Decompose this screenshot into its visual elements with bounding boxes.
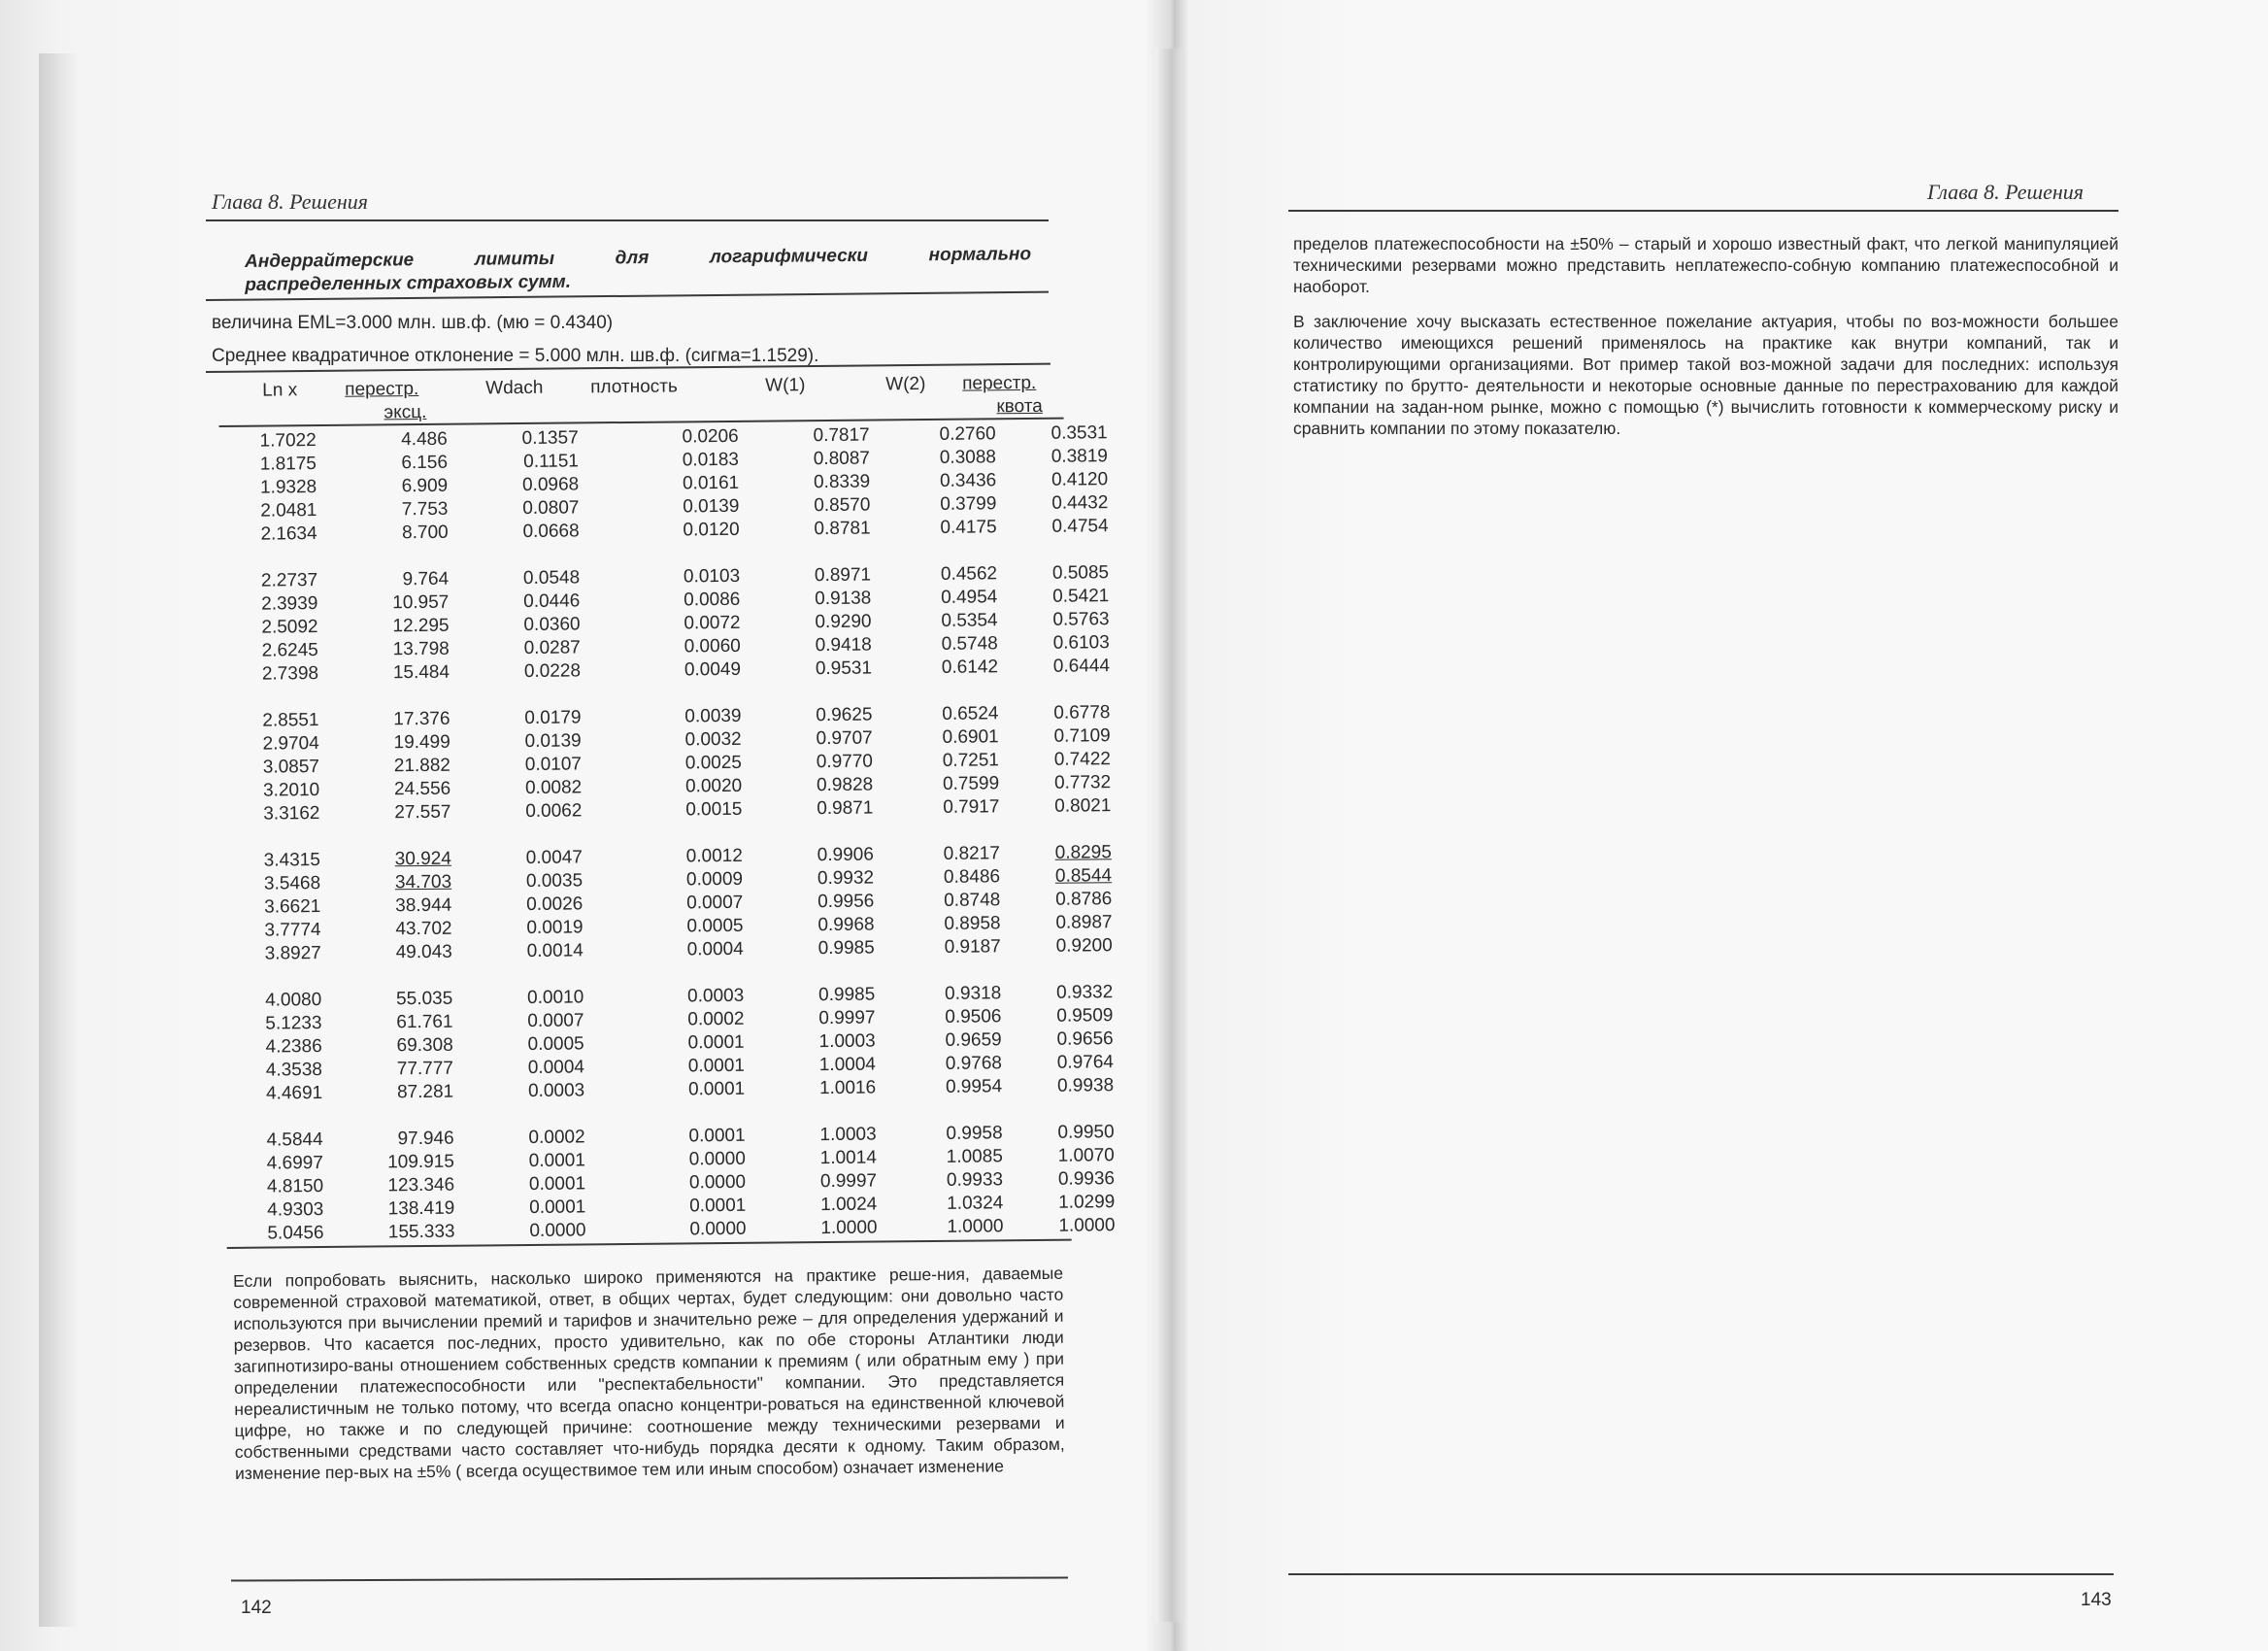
page-number: 142 [241, 1598, 272, 1618]
quota-cell: 0.8786 [1055, 889, 1113, 910]
wdach-cell: 0.0001 [529, 1196, 586, 1218]
header-rule [206, 219, 1049, 221]
right-paragraph-2: В заключение хочу высказать естественное пожелание актуария, чтобы по воз-можности большее количество имеющихся решений применялось на практике как внутри компаний, так и контролирующими организациями. Вот пример такой воз-можной задачи для последних: используя статистику по брутто- деятельности и некоторые основные данные по перестрахованию для каждой компании на задан-ном рынке, можно с помощью (*) вычислить готовности к коммерческому риску и сравнить компании по этому показателю. [1293, 312, 2118, 438]
footer-rule [1288, 1573, 2114, 1575]
table-header [218, 359, 1064, 425]
w1-cell: 0.8971 [814, 564, 872, 587]
w2-cell: 0.5748 [941, 633, 998, 655]
w2-cell: 0.4562 [940, 563, 998, 585]
quota-cell: 1.0000 [1058, 1215, 1116, 1236]
ln-x-cell: 5.1233 [265, 1013, 322, 1034]
ln-x-cell: 4.2386 [265, 1036, 322, 1058]
density-cell: 0.0001 [687, 1055, 746, 1077]
excess-cell: 4.486 [401, 428, 448, 451]
quota-cell: 0.5763 [1052, 609, 1110, 630]
info-line-eml: величина EML=3.000 млн. шв.ф. (мю = 0.4340) [212, 313, 614, 333]
wdach-cell: 0.0019 [526, 917, 584, 938]
page-binding-shadow [39, 53, 78, 1627]
excess-cell: 87.281 [396, 1081, 454, 1103]
density-cell: 0.0049 [684, 658, 742, 681]
w2-cell: 0.9187 [944, 936, 1001, 958]
w1-cell: 0.9985 [818, 984, 876, 1006]
w2-cell: 0.8958 [944, 913, 1001, 934]
w2-cell: 0.3088 [939, 447, 997, 468]
w1-cell: 0.9871 [817, 797, 874, 820]
w2-cell: 0.6142 [941, 657, 999, 678]
ln-x-cell: 2.3939 [261, 593, 318, 615]
density-cell: 0.0206 [682, 425, 739, 448]
w1-cell: 0.9968 [817, 914, 875, 936]
header-quota-reinsurance: перестр. [962, 372, 1037, 394]
w2-cell: 0.9954 [945, 1076, 1003, 1097]
wdach-cell: 0.0446 [523, 590, 581, 612]
ln-x-cell: 4.8150 [266, 1176, 324, 1197]
wdach-cell: 0.0026 [526, 893, 584, 915]
wdach-cell: 0.0228 [523, 660, 582, 682]
w1-cell: 0.9828 [816, 774, 874, 796]
ln-x-cell: 4.4691 [265, 1083, 323, 1104]
ln-x-cell: 3.5468 [263, 873, 321, 894]
ln-x-cell: 1.9328 [259, 477, 317, 498]
wdach-cell: 0.0014 [526, 940, 584, 961]
w1-cell: 0.9997 [818, 1007, 876, 1029]
wdach-cell: 0.0968 [521, 474, 580, 496]
quota-cell: 1.0070 [1057, 1145, 1115, 1166]
excess-cell: 30.924 [394, 848, 451, 870]
ln-x-cell: 2.9704 [262, 733, 319, 755]
wdach-cell: 0.1151 [523, 451, 580, 472]
quota-cell: 0.8295 [1054, 842, 1112, 863]
excess-cell: 15.484 [392, 661, 450, 684]
excess-cell: 12.295 [392, 615, 450, 637]
density-cell: 0.0060 [684, 635, 741, 657]
ln-x-cell: 5.0456 [267, 1222, 324, 1244]
wdach-cell: 0.0005 [527, 1033, 584, 1055]
quota-cell: 0.3531 [1051, 422, 1108, 444]
w1-cell: 0.9906 [817, 844, 874, 866]
wdach-cell: 0.0179 [524, 707, 582, 728]
density-cell: 0.0020 [684, 775, 743, 797]
ln-x-cell: 2.2737 [260, 570, 318, 591]
w2-cell: 0.7917 [943, 796, 1000, 818]
density-cell: 0.0012 [685, 845, 743, 867]
density-cell: 0.0001 [687, 1078, 746, 1100]
density-cell: 0.0072 [684, 612, 741, 634]
quota-cell: 0.8544 [1054, 865, 1113, 887]
ln-x-cell: 1.7022 [259, 430, 317, 452]
w1-cell: 1.0003 [819, 1124, 877, 1146]
w1-cell: 1.0016 [818, 1077, 877, 1099]
header-rule [1288, 210, 2118, 212]
header-excess-reinsurance-2: эксц. [384, 401, 427, 423]
w2-cell: 0.8486 [943, 866, 1001, 888]
w2-cell: 0.9768 [945, 1053, 1003, 1074]
w1-cell: 0.9997 [819, 1170, 878, 1193]
w1-cell: 1.0004 [818, 1054, 877, 1076]
w2-cell: 1.0085 [946, 1146, 1003, 1167]
w2-cell: 0.3799 [940, 493, 997, 515]
excess-cell: 43.702 [395, 918, 452, 940]
ln-x-cell: 2.1634 [260, 523, 317, 545]
w1-cell: 0.9290 [815, 611, 872, 633]
ln-x-cell: 3.0857 [262, 757, 320, 778]
quota-cell: 0.9950 [1057, 1122, 1115, 1143]
wdach-cell: 0.0139 [524, 730, 582, 752]
quota-cell: 0.7109 [1053, 725, 1111, 747]
excess-cell: 6.909 [401, 475, 449, 497]
w2-cell: 0.2760 [939, 423, 996, 445]
density-cell: 0.0039 [684, 705, 742, 727]
ln-x-cell: 4.0080 [265, 990, 322, 1011]
header-w2: W(2) [885, 374, 926, 395]
density-cell: 0.0007 [686, 892, 744, 914]
ln-x-cell: 3.6621 [264, 896, 321, 918]
excess-cell: 49.043 [395, 941, 452, 963]
w1-cell: 0.9138 [815, 588, 872, 610]
w2-cell: 0.6524 [942, 703, 999, 724]
quota-cell: 0.8987 [1055, 912, 1113, 933]
w1-cell: 1.0014 [819, 1147, 877, 1169]
ln-x-cell: 2.6245 [261, 640, 318, 661]
w2-cell: 1.0324 [947, 1193, 1004, 1214]
w2-cell: 0.4175 [940, 517, 997, 538]
density-cell: 0.0000 [689, 1218, 747, 1240]
density-cell: 0.0001 [689, 1195, 747, 1217]
w2-cell: 0.4954 [941, 587, 998, 608]
excess-cell: 69.308 [396, 1034, 453, 1057]
excess-cell: 17.376 [393, 708, 450, 730]
excess-cell: 77.777 [396, 1058, 454, 1080]
ln-x-cell: 4.9303 [267, 1199, 324, 1221]
excess-cell: 97.946 [397, 1128, 454, 1150]
excess-cell: 55.035 [396, 988, 453, 1010]
w1-cell: 0.9932 [817, 867, 875, 890]
w2-cell: 0.3436 [939, 470, 997, 491]
density-cell: 0.0001 [687, 1031, 745, 1054]
table-title-line2: распределенных страховых сумм. [245, 271, 572, 295]
quota-cell: 0.9938 [1056, 1075, 1115, 1096]
table-title [245, 243, 1031, 297]
header-quota-reinsurance-2: квота [996, 395, 1043, 418]
excess-cell: 61.761 [396, 1011, 453, 1033]
quota-cell: 0.8021 [1054, 795, 1112, 817]
quota-cell: 0.4120 [1051, 469, 1109, 490]
wdach-cell: 0.1357 [521, 427, 579, 450]
ln-x-cell: 2.5092 [261, 617, 318, 638]
ln-x-cell: 2.7398 [261, 663, 319, 685]
w1-cell: 0.9531 [815, 657, 873, 680]
table-title-word: нормально [928, 244, 1032, 266]
running-head: Глава 8. Решения [1927, 180, 2085, 204]
excess-cell: 21.882 [393, 755, 451, 777]
page-number: 143 [2081, 1590, 2112, 1610]
w2-cell: 0.8748 [944, 890, 1001, 911]
quota-cell: 0.6444 [1052, 656, 1111, 677]
ln-x-cell: 3.8927 [264, 943, 321, 964]
ln-x-cell: 2.0481 [260, 500, 317, 522]
wdach-cell: 0.0010 [527, 987, 584, 1008]
density-cell: 0.0005 [686, 915, 744, 937]
w1-cell: 0.9418 [815, 634, 872, 657]
ln-x-cell: 4.5844 [266, 1129, 323, 1151]
wdach-cell: 0.0548 [522, 567, 581, 589]
ln-x-cell: 1.8175 [259, 454, 317, 475]
excess-cell: 155.333 [387, 1221, 455, 1243]
quota-cell: 0.9656 [1056, 1028, 1114, 1050]
wdach-cell: 0.0360 [523, 614, 581, 635]
quota-cell: 0.5085 [1051, 562, 1110, 584]
header-excess-reinsurance: перестр. [345, 379, 419, 400]
density-cell: 0.0004 [686, 938, 744, 960]
wdach-cell: 0.0001 [528, 1150, 585, 1171]
w1-cell: 1.0003 [818, 1030, 876, 1053]
w2-cell: 0.6901 [942, 726, 999, 748]
quota-cell: 0.3819 [1051, 446, 1109, 467]
wdach-cell: 0.0047 [525, 847, 583, 868]
left-paragraph: Если попробовать выяснить, насколько широко применяются на практике реше-ния, даваемые современной страховой математикой, ответ, в общих чертах, будет следующим: они довольно часто используются при вычислении премий и тарифов и значительно реже – для определения удержаний и резервов. Что касается пос-ледних, просто удивительно, как по обе стороны Атлантики люди загипнотизиро-ваны отношением собственных средств компании к премиям ( или обратным ему ) при определении платежеспособности или "респектабельности" компании. Это представляется нереалистичным не только потому, что всегда опасно концентри-роваться на единственной ключевой цифре, но также и по следующей причине: соотношение между техническими резервами и собственными средствами часто составляет что-нибудь порядка десяти к одному. Таким образом, изменение пер-вых на ±5% ( всегда осуществимое тем или иным способом) означает изменение [233, 1263, 1065, 1483]
w2-cell: 0.8217 [943, 843, 1000, 864]
w1-cell: 0.8570 [814, 494, 871, 517]
density-cell: 0.0032 [684, 728, 742, 751]
w1-cell: 0.9770 [816, 751, 874, 773]
right-paragraph-1: пределов платежеспособности на ±50% – старый и хорошо известный факт, что легкой манипуляцией техническими резервами можно представить неплатежеспо-собную компанию платежеспособной и наоборот. [1293, 234, 2118, 296]
w2-cell: 0.9506 [945, 1006, 1002, 1028]
density-cell: 0.0120 [683, 519, 740, 541]
excess-cell: 24.556 [393, 778, 451, 800]
table-title-word: лимиты [474, 248, 555, 270]
w2-cell: 1.0000 [947, 1216, 1004, 1237]
w2-cell: 0.9933 [946, 1169, 1004, 1191]
quota-cell: 0.6103 [1052, 632, 1110, 654]
running-head: Глава 8. Решения [212, 189, 369, 214]
density-cell: 0.0000 [688, 1148, 746, 1170]
header-w1: W(1) [765, 375, 806, 396]
quota-cell: 0.9509 [1056, 1005, 1114, 1027]
header-wdach: Wdach [485, 377, 544, 399]
w2-cell: 0.9659 [945, 1029, 1002, 1051]
w1-cell: 0.9956 [817, 891, 875, 913]
w1-cell: 1.0024 [820, 1194, 878, 1216]
wdach-cell: 0.0001 [528, 1173, 586, 1195]
wdach-cell: 0.0668 [522, 521, 580, 542]
w1-cell: 0.8781 [814, 518, 871, 540]
density-cell: 0.0009 [685, 868, 744, 891]
excess-cell: 7.753 [401, 498, 449, 521]
wdach-cell: 0.0062 [525, 800, 583, 822]
ln-x-cell: 2.8551 [262, 710, 319, 731]
wdach-cell: 0.0035 [525, 870, 584, 892]
page-binding-shadow [1155, 49, 1183, 1622]
quota-cell: 0.6778 [1053, 702, 1111, 724]
quota-cell: 0.7422 [1053, 749, 1112, 770]
quota-cell: 0.4754 [1051, 516, 1109, 537]
limits-table [218, 359, 1116, 1249]
density-cell: 0.0183 [682, 449, 740, 471]
wdach-cell: 0.0107 [524, 754, 583, 775]
w2-cell: 0.7599 [942, 773, 1000, 794]
wdach-cell: 0.0807 [522, 497, 580, 519]
density-cell: 0.0003 [687, 985, 745, 1007]
density-cell: 0.0086 [684, 589, 741, 611]
quota-cell: 0.7732 [1053, 772, 1112, 793]
wdach-cell: 0.0287 [523, 637, 581, 658]
density-cell: 0.0015 [685, 798, 743, 821]
quota-cell: 0.9200 [1055, 935, 1113, 957]
w1-cell: 0.9625 [816, 704, 873, 726]
density-cell: 0.0025 [684, 752, 743, 774]
ln-x-cell: 4.6997 [266, 1153, 323, 1174]
quota-cell: 0.9332 [1055, 982, 1114, 1003]
w1-cell: 0.7817 [813, 424, 870, 447]
quota-cell: 1.0299 [1058, 1192, 1116, 1213]
excess-cell: 138.419 [387, 1197, 455, 1220]
quota-cell: 0.9936 [1057, 1168, 1116, 1190]
w2-cell: 0.9958 [946, 1123, 1003, 1144]
excess-cell: 6.156 [401, 452, 449, 474]
density-cell: 0.0139 [683, 495, 740, 518]
excess-cell: 38.944 [395, 894, 452, 917]
excess-cell: 109.915 [387, 1151, 454, 1173]
table-body [219, 420, 1116, 1247]
excess-cell: 19.499 [393, 731, 450, 754]
ln-x-cell: 3.3162 [263, 803, 320, 825]
density-cell: 0.0002 [687, 1008, 745, 1030]
excess-cell: 34.703 [394, 871, 452, 893]
excess-cell: 27.557 [394, 801, 451, 824]
info-line-sigma: Среднее квадратичное отклонение = 5.000 млн. шв.ф. (сигма=1.1529). [212, 346, 819, 366]
density-cell: 0.0161 [682, 472, 740, 494]
w1-cell: 0.9985 [817, 937, 875, 960]
excess-cell: 8.700 [401, 522, 449, 544]
right-page [1180, 0, 2268, 1651]
wdach-cell: 0.0002 [528, 1127, 585, 1148]
excess-cell: 13.798 [392, 638, 450, 660]
w2-cell: 0.7251 [942, 750, 1000, 771]
footer-rule [231, 1576, 1068, 1581]
density-cell: 0.0001 [688, 1125, 746, 1147]
quota-cell: 0.4432 [1051, 492, 1109, 514]
right-text [1293, 233, 2118, 453]
table-title-word: для [615, 248, 650, 269]
wdach-cell: 0.0003 [527, 1080, 585, 1101]
ln-x-cell: 4.3538 [265, 1060, 323, 1081]
wdach-cell: 0.0082 [524, 777, 583, 798]
ln-x-cell: 3.4315 [263, 850, 320, 871]
w2-cell: 0.5354 [941, 610, 998, 631]
ln-x-cell: 3.2010 [262, 780, 320, 801]
quota-cell: 0.9764 [1056, 1052, 1115, 1073]
w1-cell: 0.8087 [813, 448, 871, 470]
header-ln-x: Ln x [262, 380, 298, 401]
quota-cell: 0.5421 [1052, 586, 1110, 607]
table-title-word: логарифмически [709, 245, 869, 268]
ln-x-cell: 3.7774 [264, 920, 321, 941]
w2-cell: 0.9318 [945, 983, 1002, 1004]
density-cell: 0.0000 [688, 1171, 747, 1194]
w1-cell: 1.0000 [820, 1217, 878, 1239]
density-cell: 0.0103 [683, 565, 741, 588]
wdach-cell: 0.0007 [527, 1010, 584, 1031]
excess-cell: 9.764 [402, 568, 450, 590]
wdach-cell: 0.0000 [529, 1220, 586, 1241]
excess-cell: 123.346 [387, 1174, 455, 1196]
wdach-cell: 0.0004 [527, 1057, 585, 1078]
w1-cell: 0.9707 [816, 727, 873, 750]
table-title-word: Андеррайтерские [245, 250, 415, 272]
w1-cell: 0.8339 [813, 471, 871, 493]
excess-cell: 10.957 [392, 591, 450, 614]
header-density: плотность [590, 376, 678, 398]
